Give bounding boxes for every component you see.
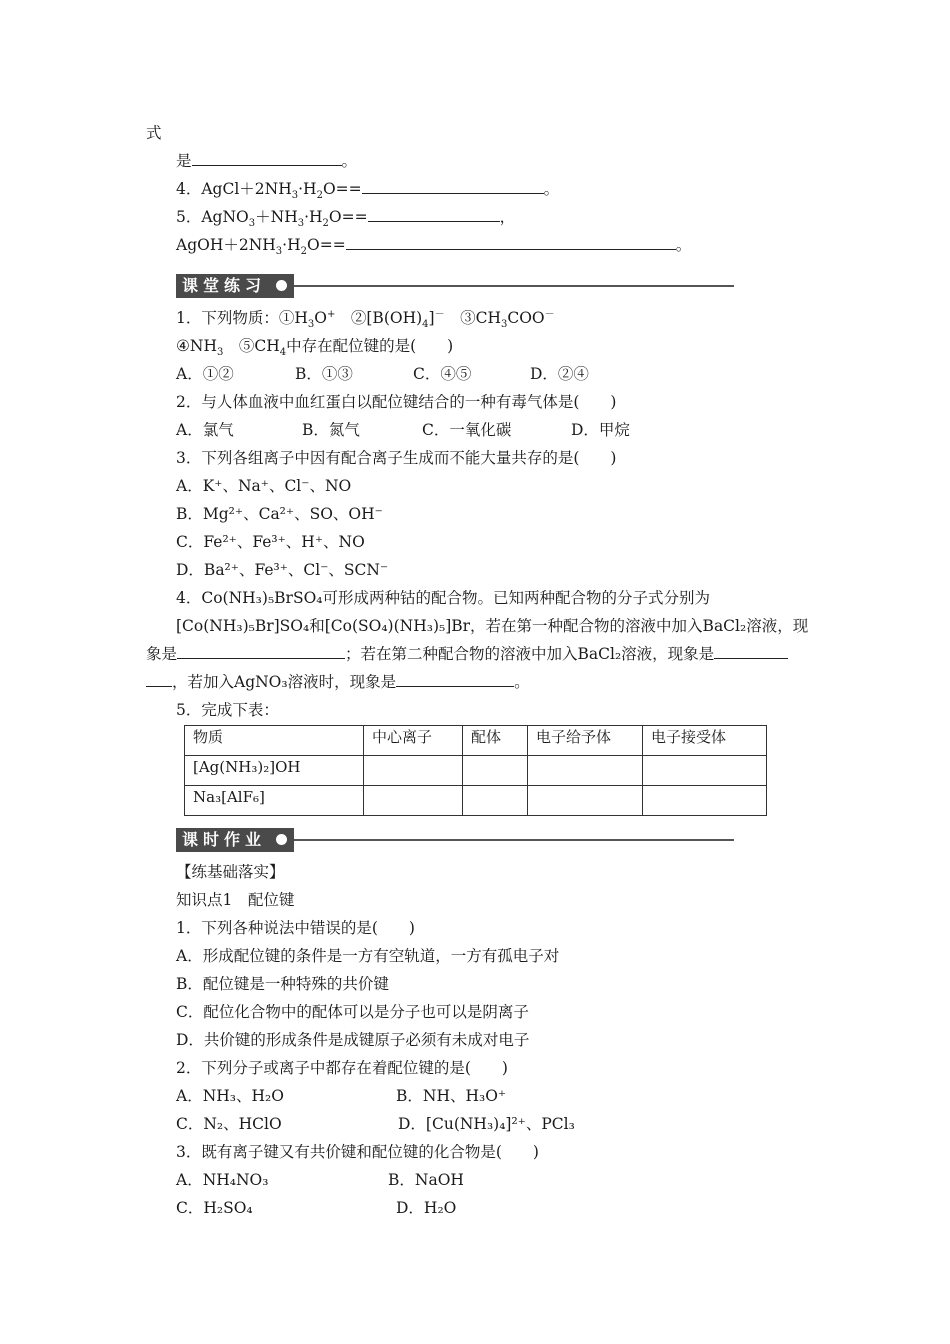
- option-d: D．②④: [530, 365, 589, 383]
- text: 1．下列物质：①H: [176, 309, 308, 327]
- table-cell[interactable]: [463, 756, 528, 786]
- section-title: 课堂练习: [176, 274, 294, 298]
- text: O==: [328, 208, 368, 226]
- bullet-dot-icon: [276, 834, 287, 845]
- table-header: 物质: [185, 726, 364, 756]
- table-header-row: [185, 726, 767, 756]
- option-c: C．N₂、HClO: [176, 1115, 282, 1133]
- option-a: A．NH₃、H₂O: [176, 1087, 284, 1105]
- text: 5．AgNO: [176, 208, 249, 226]
- option-b: B．①③: [295, 365, 353, 383]
- option-a: A．K⁺、Na⁺、Cl⁻、NO: [176, 477, 352, 495]
- text: O==: [322, 180, 362, 198]
- option-d: D．[Cu(NH₃)₄]²⁺、PCl₃: [398, 1115, 575, 1133]
- divider: [294, 839, 734, 841]
- table-cell[interactable]: [528, 756, 643, 786]
- question-2: 2．下列分子或离子中都存在着配位键的是( ): [176, 1059, 508, 1077]
- table-header: 中心离子: [364, 726, 463, 756]
- table-header: 电子接受体: [643, 726, 767, 756]
- question-4-line3: [146, 644, 788, 664]
- option-b: B．氮气: [302, 421, 360, 439]
- blank: [192, 151, 342, 166]
- text: ＋NH: [255, 208, 298, 226]
- blank: [146, 672, 172, 687]
- text: 。: [543, 180, 560, 198]
- option-d: D．甲烷: [571, 421, 630, 439]
- text: AgOH＋2NH: [176, 236, 276, 254]
- knowledge-point: 知识点1 配位键: [176, 891, 295, 909]
- section-title: 课时作业: [176, 828, 294, 852]
- option-c: C．配位化合物中的配体可以是分子也可以是阴离子: [176, 1003, 529, 1021]
- text: ·H: [282, 236, 301, 254]
- table-cell[interactable]: [364, 756, 463, 786]
- table-cell[interactable]: [364, 786, 463, 816]
- text: ②[B(OH): [335, 309, 423, 327]
- text: 。: [514, 673, 530, 691]
- option-b: B．Mg²⁺、Ca²⁺、SO、OH⁻: [176, 505, 383, 523]
- question-3: 3．既有离子键又有共价键和配位键的化合物是( ): [176, 1143, 539, 1161]
- option-c: C．H₂SO₄: [176, 1199, 253, 1217]
- option-c: C．④⑤: [413, 365, 472, 383]
- option-b: B．NaOH: [388, 1171, 464, 1189]
- text: ，: [499, 208, 516, 226]
- option-b: B．NH、H₃O⁺: [396, 1087, 507, 1105]
- blank: [346, 235, 676, 250]
- text: 象是: [146, 645, 178, 663]
- text: ；若在第二种配合物的溶液中加入BaCl₂溶液，现象是: [345, 645, 715, 663]
- text-line: 4．$AgCl+2NH_3\cdot H_2O==$ 。: [176, 180, 560, 202]
- text: 。: [341, 152, 358, 170]
- question-4: 4．Co(NH₃)₅BrSO₄可形成两种钴的配合物。已知两种配合物的分子式分别为: [176, 589, 710, 607]
- question-4-line4: [146, 672, 530, 692]
- table-cell: [Ag(NH₃)₂]OH: [185, 756, 364, 786]
- table-row: [185, 786, 767, 816]
- text: ，若加入AgNO₃溶液时，现象是: [172, 673, 397, 691]
- text: 4．AgCl＋2NH: [176, 180, 292, 198]
- table-row: [185, 756, 767, 786]
- text: O: [314, 309, 327, 327]
- bullet-dot-icon: [276, 280, 287, 291]
- question-1: 1．下列物质：$①H_3O^+$ $②[B(OH)_4]^-$ $③CH_3COO^-$: [176, 308, 555, 331]
- text: COO: [507, 309, 545, 327]
- text-line: [176, 151, 357, 171]
- answer-table: [184, 725, 767, 816]
- text-line: 式: [146, 124, 162, 142]
- option-a: A．形成配位键的条件是一方有空轨道，一方有孤电子对: [176, 947, 560, 965]
- question-2: 2．与人体血液中血红蛋白以配位键结合的一种有毒气体是( ): [176, 393, 617, 411]
- table-cell[interactable]: [643, 786, 767, 816]
- option-a: A．①②: [176, 365, 234, 383]
- table-cell: Na₃[AlF₆]: [185, 786, 364, 816]
- divider: [294, 285, 734, 287]
- text: ⑤CH: [223, 337, 280, 355]
- table-cell[interactable]: [463, 786, 528, 816]
- table-header: 配体: [463, 726, 528, 756]
- option-d: D．Ba²⁺、Fe³⁺、Cl⁻、SCN⁻: [176, 561, 389, 579]
- blank: [714, 644, 788, 659]
- text: ③CH: [444, 309, 501, 327]
- table-header: 电子给予体: [528, 726, 643, 756]
- option-d: D．共价键的形成条件是成键原子必须有未成对电子: [176, 1031, 530, 1049]
- option-a: A．NH₄NO₃: [176, 1171, 269, 1189]
- section-heading: 【练基础落实】: [176, 863, 285, 881]
- text: ④NH: [176, 337, 217, 355]
- text: 。: [675, 236, 692, 254]
- text: ·H: [304, 208, 323, 226]
- blank: [177, 644, 345, 659]
- option-d: D．H₂O: [396, 1199, 457, 1217]
- question-1-line2: $④NH_3$ $⑤CH_4$中存在配位键的是( ): [176, 337, 454, 359]
- question-4-line2: [Co(NH₃)₅Br]SO₄和[Co(SO₄)(NH₃)₅]Br，若在第一种配合物的溶液中加入BaCl₂溶液，现: [176, 617, 809, 635]
- question-1: 1．下列各种说法中错误的是( ): [176, 919, 415, 937]
- question-3: 3．下列各组离子中因有配合离子生成而不能大量共存的是( ): [176, 449, 617, 467]
- text: ·H: [298, 180, 317, 198]
- table-cell[interactable]: [528, 786, 643, 816]
- table-cell[interactable]: [643, 756, 767, 786]
- text: 是: [176, 152, 192, 170]
- option-c: C．一氧化碳: [422, 421, 512, 439]
- text-line: 5．$AgNO_3+NH_3\cdot H_2O==$ ，: [176, 208, 516, 230]
- blank: [362, 179, 544, 194]
- text: 中存在配位键的是( ): [286, 337, 454, 355]
- option-b: B．配位键是一种特殊的共价键: [176, 975, 389, 993]
- option-a: A．氯气: [176, 421, 234, 439]
- blank: [368, 207, 500, 222]
- text: O==: [307, 236, 346, 254]
- text-line: $AgOH+2NH_3\cdot H_2O==$ 。: [176, 236, 692, 258]
- option-c: C．Fe²⁺、Fe³⁺、H⁺、NO: [176, 533, 365, 551]
- text: ]: [428, 309, 435, 327]
- question-5: 5．完成下表：: [176, 701, 279, 719]
- blank: [396, 672, 514, 687]
